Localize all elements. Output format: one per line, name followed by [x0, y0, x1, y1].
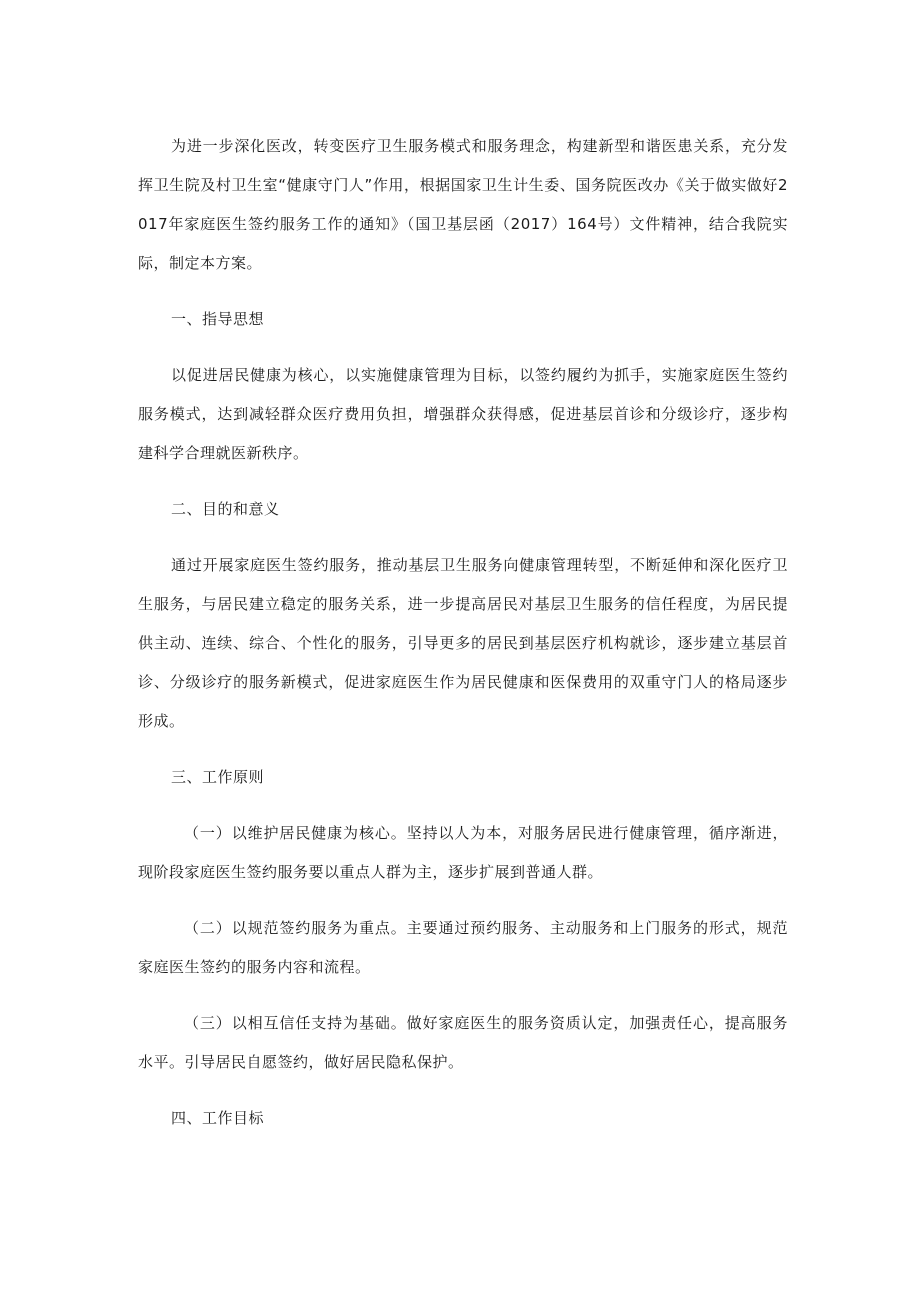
principle-item-3: （三）以相互信任支持为基础。做好家庭医生的服务资质认定，加强责任心，提高服务水平。引导居民自愿签约，做好居民隐私保护。	[138, 1014, 788, 1071]
section-heading-guiding-ideology: 一、指导思想	[171, 310, 265, 328]
section-body-purpose: 通过开展家庭医生签约服务，推动基层卫生服务向健康管理转型，不断延伸和深化医疗卫生服务，与居民建立稳定的服务关系，进一步提高居民对基层卫生服务的信任程度，为居民提供主动、连续、综合、个性化的服务，引导更多的居民到基层医疗机构就诊，逐步建立基层首诊、分级诊疗的服务新模式，促进家庭医生作为居民健康和医保费用的双重守门人的格局逐步形成。	[138, 556, 788, 730]
document-body	[138, 127, 788, 1138]
intro-paragraph: 为进一步深化医改，转变医疗卫生服务模式和服务理念，构建新型和谐医患关系，充分发挥卫生院及村卫生室“健康守门人”作用，根据国家卫生计生委、国务院医改办《关于做实做好2017年家庭医生签约服务工作的通知》（国卫基层函（2017）164号）文件精神，结合我院实际，制定本方案。	[138, 137, 788, 272]
principle-item-2: （二）以规范签约服务为重点。主要通过预约服务、主动服务和上门服务的形式，规范家庭医生签约的服务内容和流程。	[138, 919, 788, 976]
principle-item-1: （一）以维护居民健康为核心。坚持以人为本，对服务居民进行健康管理，循序渐进，现阶段家庭医生签约服务要以重点人群为主，逐步扩展到普通人群。	[138, 824, 788, 881]
section-heading-principles: 三、工作原则	[171, 768, 265, 786]
section-heading-purpose: 二、目的和意义	[171, 500, 280, 518]
section-body-guiding-ideology: 以促进居民健康为核心，以实施健康管理为目标，以签约履约为抓手，实施家庭医生签约服务模式，达到减轻群众医疗费用负担，增强群众获得感，促进基层首诊和分级诊疗，逐步构建科学合理就医新秩序。	[138, 366, 788, 462]
section-heading-goals: 四、工作目标	[171, 1109, 265, 1127]
